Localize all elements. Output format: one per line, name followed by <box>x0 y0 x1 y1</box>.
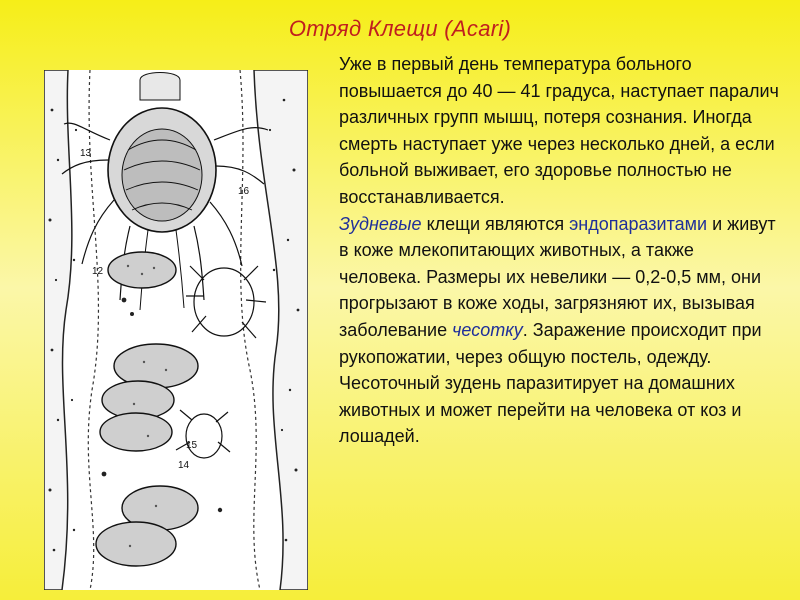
paragraph-itch-mites <box>339 211 781 450</box>
term-scabies: чесотку <box>452 319 523 340</box>
term-itch-mites: Зудневые <box>339 213 422 234</box>
term-endoparasites: эндопаразитами <box>569 213 708 234</box>
figure-label-14: 14 <box>178 460 190 471</box>
figure-label-16: 16 <box>238 186 250 197</box>
figure-label-15: 15 <box>186 440 198 451</box>
paragraph-text-2: и живут в коже млекопитающих животных, а также человека. Размеры их невелики — 0,2-0,5 мм, они прогрызают в коже ходы, загрязняют их, вызывая заболевание <box>339 213 776 340</box>
skin-layer-left <box>44 70 72 590</box>
burrow-wall-right <box>240 70 260 590</box>
figure-label-12: 12 <box>92 266 104 277</box>
paragraph-text-1: клещи являются <box>421 213 570 234</box>
slide-title: Отряд Клещи (Acari) <box>288 16 512 41</box>
slide-body-text <box>339 51 781 450</box>
mite-eggs <box>96 252 198 566</box>
scabies-mite-illustration <box>44 70 308 590</box>
skin-layer-right <box>254 70 308 590</box>
paragraph-disease-symptoms: Уже в первый день температура больного повышается до 40 — 41 градуса, наступает паралич различных групп мышц, потеря сознания. Иногда смерть наступает уже через несколько дней, а если больной выживает, его здоровье полностью не восстанавливается. <box>339 54 779 207</box>
figure-label-13: 13 <box>80 148 92 159</box>
paragraph-text-3: . Заражение происходит при рукопожатии, через общую постель, одежду. Чесоточный зудень паразитирует на домашних животных и может перейти на человека от коз и лошадей. <box>339 319 762 447</box>
